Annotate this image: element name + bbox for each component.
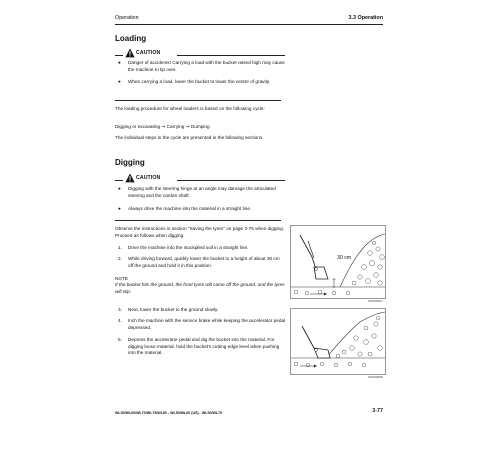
caution-rule-left	[115, 55, 123, 56]
caution-label: CAUTION	[136, 50, 161, 56]
step-number: 2.	[118, 256, 122, 261]
step-text: While driving forward, quickly lower the bucket to a height of about 30 cm off the ground and hold it in this position.	[128, 256, 280, 268]
step-text: Depress the accelerator pedal and dig the bucket into the material. For digging loose material, hold the bucket's cutting edge level when pushing into the material.	[128, 337, 280, 356]
step-item	[115, 245, 290, 252]
step-number: 5.	[118, 337, 122, 342]
bullet-dot: ●	[118, 186, 121, 191]
step-text: Drive the machine into the stockpiled soil in a straight line.	[128, 245, 249, 250]
page-number: 3-77	[372, 408, 383, 414]
caution-end-rule	[115, 220, 281, 221]
header-rule	[115, 24, 383, 25]
header-section-label: Operation	[115, 15, 139, 21]
step-number: 1.	[118, 245, 122, 250]
step-text: Next, lower the bucket to the ground slowly.	[128, 307, 219, 312]
caution-label: CAUTION	[136, 175, 161, 181]
note-text-italic: If the bucket hits the ground, the front tyres will come off the ground, and the tyres will slip.	[115, 282, 285, 294]
figure-bucket-dig	[290, 308, 386, 382]
loader-bucket-digging-illustration	[290, 308, 386, 382]
figure-code: WL000267	[368, 299, 383, 303]
digging-observe: Observe the instructions in section "Saving the tyres" on page 3-75 when digging. Proceed as follows when digging:	[115, 226, 285, 238]
step-text: Inch the machine with the service brake while keeping the accelerator pedal depressed.	[128, 318, 286, 330]
caution-rule-left	[115, 180, 123, 181]
bullet-dot: ●	[118, 206, 121, 211]
digging-caution-banner	[115, 173, 285, 185]
step-item	[115, 256, 285, 270]
footer-model-list: WL50/WL60/WL70/WL75/WL80 - WL50/WL60 (US) - WL60/WL70	[115, 411, 223, 415]
step-item	[115, 307, 290, 314]
digging-bullet	[115, 206, 290, 214]
step-number: 3.	[118, 307, 122, 312]
loading-bullet	[115, 79, 290, 93]
warning-triangle-icon	[125, 48, 135, 58]
loading-heading: Loading	[115, 34, 147, 43]
loading-sections-note: The individual steps in the cycle are presented in the following sections.	[115, 135, 264, 140]
bullet-text: Always drive the machine into the material in a straight line.	[128, 206, 252, 211]
bullet-text: Digging with the steering hinge at an angle may damage the articulated steering and the cardan shaft.	[128, 186, 276, 198]
header-chapter-label: 3.3 Operation	[348, 15, 383, 21]
step-number: 4.	[118, 318, 122, 323]
loading-cycle: Digging or excavating ⇒ Carrying ⇒ Dumping	[115, 124, 210, 129]
loading-bullet	[115, 60, 290, 74]
figure-bucket-30cm	[290, 225, 386, 305]
figure-code: WL000268	[368, 375, 383, 379]
height-label: 30 cm	[337, 255, 352, 261]
bullet-dot: ●	[118, 60, 121, 65]
loading-caution-banner	[115, 48, 285, 60]
bullet-dot: ●	[118, 79, 121, 84]
step-item	[115, 318, 290, 332]
step-item	[115, 337, 285, 357]
digging-heading: Digging	[115, 158, 145, 167]
warning-triangle-icon	[125, 173, 135, 183]
loading-intro: The loading procedure for wheel loaders is based on the following cycle:	[115, 106, 265, 111]
loader-bucket-raised-illustration	[290, 225, 386, 305]
digging-bullet	[115, 186, 290, 200]
caution-rule-right	[177, 55, 285, 56]
note-text	[115, 282, 287, 295]
note-label: NOTE	[115, 276, 129, 281]
caution-rule-right	[177, 180, 285, 181]
caution-end-rule	[115, 100, 281, 101]
bullet-text: When carrying a load, lower the bucket to lower the centre of gravity.	[128, 79, 271, 84]
bullet-text: Danger of accidents! Carrying a load with the bucket raised high may cause the machine to tip over.	[128, 60, 285, 72]
